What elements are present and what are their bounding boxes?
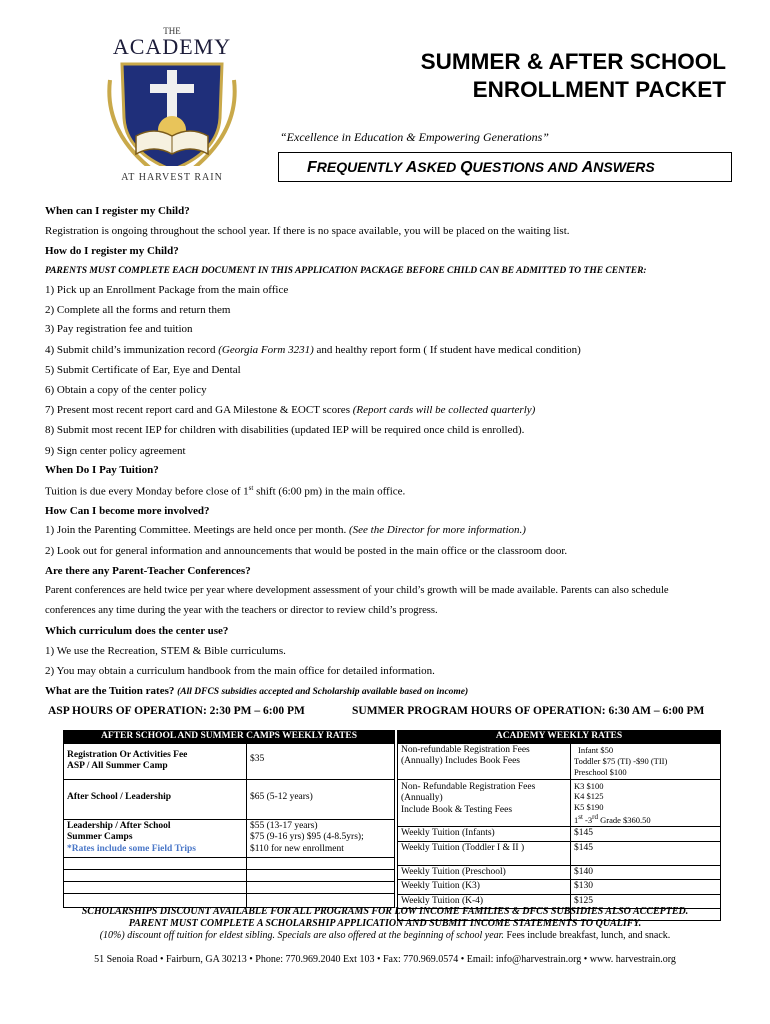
question-involved: How Can I become more involved? xyxy=(45,505,210,517)
table-row: After School / Leadership $65 (5-12 years) xyxy=(64,779,395,819)
footnote-line-2: PARENT MUST COMPLETE A SCHOLARSHIP APPLICATION AND SUBMIT INCOME STATEMENTS TO QUALIFY. xyxy=(128,918,642,929)
footnote-line-1: SCHOLARSHIPS DISCOUNT AVAILABLE FOR ALL PROGRAMS FOR LOW INCOME FAMILIES & DFCS SUBSIDIES ALSO ACCEPTED. xyxy=(81,906,689,917)
step-5: 5) Submit Certificate of Ear, Eye and Dental xyxy=(45,364,241,376)
after-school-rates-table xyxy=(63,730,395,908)
title-line-1: SUMMER & AFTER SCHOOL xyxy=(420,49,726,74)
table-row: Weekly Tuition (Preschool) $140 xyxy=(398,865,721,880)
question-register-when: When can I register my Child? xyxy=(45,205,190,217)
answer-involved-2: 2) Look out for general information and announcements that would be posted in the main office or the classroom door. xyxy=(45,545,568,557)
field-trips-note: *Rates include some Field Trips xyxy=(67,843,196,854)
parents-must-complete: PARENTS MUST COMPLETE EACH DOCUMENT IN THIS APPLICATION PACKAGE BEFORE CHILD CAN BE ADMITTED TO THE CENTER: xyxy=(45,266,647,276)
step-2: 2) Complete all the forms and return them xyxy=(45,304,231,316)
step-7: 7) Present most recent report card and GA Milestone & EOCT scores (Report cards will be collected quarterly) xyxy=(45,404,536,416)
step-6: 6) Obtain a copy of the center policy xyxy=(45,384,207,396)
table-row: Weekly Tuition (Infants) $145 xyxy=(398,827,721,842)
academy-logo xyxy=(80,20,265,190)
answer-tuition-when: Tuition is due every Monday before close of 1st shift (6:00 pm) in the main office. xyxy=(45,484,406,498)
answer-involved-1: 1) Join the Parenting Committee. Meetings are held once per month. (See the Director for more information.) xyxy=(45,524,526,536)
scholarship-footnote xyxy=(0,906,770,942)
answer-curriculum-1: 1) We use the Recreation, STEM & Bible curriculums. xyxy=(45,645,286,657)
tagline: “Excellence in Education & Empowering Generations” xyxy=(280,130,549,144)
step-1: 1) Pick up an Enrollment Package from the main office xyxy=(45,284,289,296)
table-row xyxy=(64,857,395,869)
left-table-header: AFTER SCHOOL AND SUMMER CAMPS WEEKLY RATES xyxy=(64,731,395,744)
faq-heading: FREQUENTLY ASKED QUESTIONS AND ANSWERS xyxy=(278,152,732,182)
table-row: Registration Or Activities Fee ASP / All Summer Camp $35 xyxy=(64,743,395,779)
page-title xyxy=(300,48,726,104)
table-row xyxy=(64,869,395,881)
table-row: Non-refundable Registration Fees (Annually) Includes Book Fees Infant $50 Toddler $75 (TI) -$90 (TII) Preschool $100 xyxy=(398,743,721,779)
table-row: Weekly Tuition (K-4) $125 xyxy=(398,894,721,909)
step-9: 9) Sign center policy agreement xyxy=(45,445,186,457)
question-curriculum: Which curriculum does the center use? xyxy=(45,625,229,637)
question-register-how: How do I register my Child? xyxy=(45,245,179,257)
step-3: 3) Pay registration fee and tuition xyxy=(45,323,193,335)
table-row: Non- Refundable Registration Fees (Annually) Include Book & Testing Fees K3 $100 K4 $125 K5 $190 1st -3rd Grade $360.50 xyxy=(398,779,721,827)
right-table-header: ACADEMY WEEKLY RATES xyxy=(398,731,721,744)
academy-rates-table xyxy=(397,730,721,921)
question-tuition-when: When Do I Pay Tuition? xyxy=(45,464,159,476)
table-row: Leadership / After School Summer Camps *Rates include some Field Trips $55 (13-17 years) $75 (9-16 yrs) $95 (4-8.5yrs); $110 for new enrollment xyxy=(64,819,395,857)
logo-bottom-text: AT HARVEST RAIN xyxy=(121,172,223,183)
table-row xyxy=(64,893,395,907)
table-row: Weekly Tuition (Toddler I & II ) $145 xyxy=(398,841,721,865)
step-8: 8) Submit most recent IEP for children with disabilities (updated IEP will be required once child is enrolled). xyxy=(45,424,525,436)
answer-curriculum-2: 2) You may obtain a curriculum handbook from the main office for detailed information. xyxy=(45,665,435,677)
step-4: 4) Submit child’s immunization record (Georgia Form 3231) and healthy report form ( If student have medical condition) xyxy=(45,344,581,356)
question-conferences: Are there any Parent-Teacher Conferences? xyxy=(45,565,251,577)
question-tuition-rates: What are the Tuition rates? (All DFCS subsidies accepted and Scholarship available based on income) xyxy=(45,685,469,697)
answer-conferences-2: conferences any time during the year with the teachers or director to review child’s progress. xyxy=(45,605,438,616)
answer-conferences-1: Parent conferences are held twice per year where development assessment of your child’s growth will be made available. Parents can also schedule xyxy=(45,585,669,596)
logo-name-text: ACADEMY xyxy=(112,34,232,59)
logo-top-text: THE xyxy=(163,26,181,36)
summer-hours: SUMMER PROGRAM HOURS OF OPERATION: 6:30 AM – 6:00 PM xyxy=(352,705,705,717)
asp-hours: ASP HOURS OF OPERATION: 2:30 PM – 6:00 PM xyxy=(48,705,305,717)
contact-address: 51 Senoia Road • Fairburn, GA 30213 • Phone: 770.969.2040 Ext 103 • Fax: 770.969.0574 • Email: info@harvestrain.org • www. harvestrain.org xyxy=(94,954,676,965)
footnote-line-3: (10%) discount off tuition for eldest sibling. Specials are also offered at the beginning of school year. Fees include breakfast, lunch, and snack. xyxy=(99,930,671,941)
table-row xyxy=(64,881,395,893)
table-row: Weekly Tuition (K3) $130 xyxy=(398,880,721,895)
title-line-2: ENROLLMENT PACKET xyxy=(472,77,726,102)
answer-register-when: Registration is ongoing throughout the school year. If there is no space available, you will be placed on the waiting list. xyxy=(45,225,570,237)
